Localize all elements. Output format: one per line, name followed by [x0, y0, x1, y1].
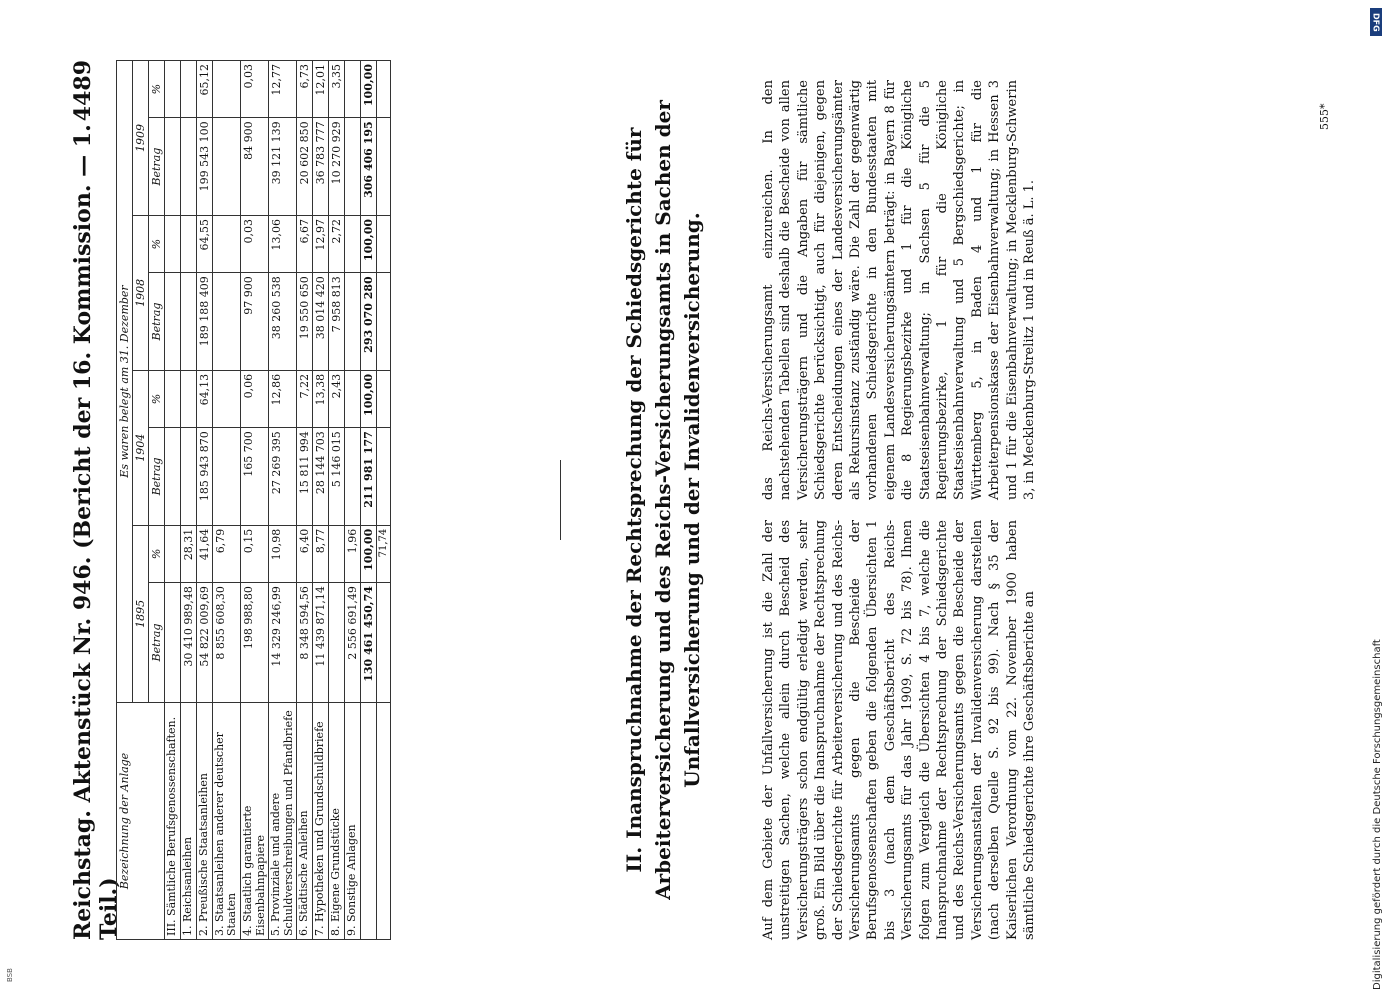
total-percent: 100,00 [361, 215, 377, 272]
table-body [165, 61, 391, 940]
cell-betrag [345, 428, 361, 526]
row-label [269, 703, 297, 940]
table-row [212, 61, 240, 940]
total-percent: 100,00 [361, 61, 377, 118]
cell-percent: 6,73 [297, 61, 313, 118]
row-label [297, 703, 313, 940]
total-label [361, 703, 377, 940]
total-percent: 100,00 [361, 370, 377, 427]
cell-betrag: 11 439 871,14 [313, 583, 329, 703]
row-label [212, 703, 240, 940]
sub-pct: % [149, 370, 165, 427]
body-column-2: das Reichs-Versicherungsamt einzureichen. In den nachstehenden Tabellen sind deshalb die Bescheide von allen Versicherungsträgern und die Angaben für sämtliche Schiedsgerichte berücksichtigt, auch für diejenigen, gegen deren Entscheidungen eines der Landesversicherungsämter als Rekursinstanz zuständig wäre. Die Zahl der gegenwärtig vorhandenen Schiedsgerichte in den Bundesstaaten mit eigenem Landesversicherungsämtern beträgt: in Bayern 8 für die 8 Regierungsbezirke und 1 für die Königliche Staatseisenbahnverwaltung; in Sachsen 5 für die 5 Regierungsbezirke, 1 für die Königliche Staatseisenbahnverwaltung und 5 Bergschiedsgerichte; in Württemberg 5, in Baden 4 und 1 für die Arbeiterpensionskasse der Eisenbahnverwaltung; in Hessen 3 und 1 für die Eisenbahnverwaltung; in Mecklenburg-Schwerin 3, in Mecklenburg-Strelitz 1 und in Reuß ä. L. 1. [761, 80, 1038, 500]
cell-betrag: 2 556 691,49 [345, 583, 361, 703]
sub-betrag: Betrag [149, 118, 165, 216]
dfg-logo-icon: DFG [1370, 8, 1382, 36]
table-row [313, 61, 329, 940]
cell-percent: 13,06 [269, 215, 297, 272]
cell-betrag: 199 543 100 [196, 118, 212, 216]
row-label-text: Staatsanleihen anderer deutscher Staaten [212, 732, 239, 936]
divider [560, 460, 561, 540]
table-row [345, 61, 361, 940]
cell-betrag: 38 260 538 [269, 273, 297, 371]
cell-betrag: 7 958 813 [329, 273, 345, 371]
sub-pct: % [149, 61, 165, 118]
cell-percent: 8,77 [313, 525, 329, 582]
cell-betrag: 36 783 777 [313, 118, 329, 216]
rotated-document-page [60, 60, 1360, 940]
cell-betrag [212, 273, 240, 371]
sub-betrag: Betrag [149, 428, 165, 526]
cell-betrag: 5 146 015 [329, 428, 345, 526]
cell-percent: 3,35 [329, 61, 345, 118]
cell-percent: 0,06 [240, 370, 268, 427]
cell-percent: 12,77 [269, 61, 297, 118]
cell-betrag [345, 118, 361, 216]
page-mark: 555* [1318, 103, 1331, 130]
section-number: II. [622, 846, 646, 873]
cell-betrag: 20 602 850 [297, 118, 313, 216]
row-label-text: Eigene Grundstücke [329, 808, 343, 922]
cell-percent [180, 370, 196, 427]
table-row [180, 61, 196, 940]
cell-percent [329, 525, 345, 582]
col-header-anlage: Bezeichnung der Anlage [117, 703, 165, 940]
cell-betrag [180, 428, 196, 526]
cell-betrag [212, 118, 240, 216]
row-number: 6. [297, 925, 311, 936]
year-header: 1908 [133, 215, 149, 370]
cell-percent: 0,03 [240, 61, 268, 118]
total-betrag: 306 406 195 [361, 118, 377, 216]
row-number: 5. [269, 925, 283, 936]
cell-percent: 65,12 [196, 61, 212, 118]
table-row [297, 61, 313, 940]
cell-percent: 12,97 [313, 215, 329, 272]
cell-percent: 41,64 [196, 525, 212, 582]
cell-percent: 6,40 [297, 525, 313, 582]
cell-betrag: 15 811 994 [297, 428, 313, 526]
row-label [196, 703, 212, 940]
cell-betrag: 198 988,80 [240, 583, 268, 703]
cell-betrag: 97 900 [240, 273, 268, 371]
row-number: 2. [196, 925, 210, 936]
row-label-text: Provinziale und andere Schuldverschreibungen und Pfandbriefe [269, 710, 295, 936]
cell-betrag [180, 273, 196, 371]
cell-betrag: 30 410 989,48 [180, 583, 196, 703]
cell-percent: 28,31 [180, 525, 196, 582]
row-number: 4. [240, 925, 254, 936]
total-betrag: 211 981 177 [361, 428, 377, 526]
sub-betrag: Betrag [149, 273, 165, 371]
sub-pct: % [149, 525, 165, 582]
investment-table-wrapper [116, 60, 406, 940]
sub-pct: % [149, 215, 165, 272]
investment-table [116, 60, 391, 940]
row-number: 9. [345, 925, 359, 936]
cell-betrag: 38 014 420 [313, 273, 329, 371]
body-column-1: Auf dem Gebiete der Unfallversicherung ist die Zahl der unstreitigen Sachen, welche allein durch Bescheid des Versicherungsträgers schon endgültig erledigt werden, sehr groß. Ein Bild über die Inanspruchnahme der Rechtsprechung der Schiedsgerichte für Arbeiterversicherung und des Reichs-Versicherungsamts gegen die Bescheide der Berufsgenossenschaften geben die folgenden Übersichten 1 bis 3 (nach dem Geschäftsbericht des Reichs-Versicherungsamts für das Jahr 1909, S. 72 bis 78). Ihnen folgen zum Vergleich die Übersichten 4 bis 7, welche die Inanspruchnahme der Rechtsprechung der Schiedsgerichte und des Reichs-Versicherungsamts gegen die Bescheide der Versicherungsanstalten der Invalidenversicherung darstellen (nach derselben Quelle S. 92 bis 99). Nach § 35 der Kaiserlichen Verordnung vom 22. November 1900 haben sämtliche Schiedsgerichte ihre Geschäftsberichte an [761, 520, 1038, 940]
cell-betrag [180, 118, 196, 216]
cell-betrag [329, 583, 345, 703]
bracket-row [377, 61, 391, 940]
table-row [196, 61, 212, 940]
cell-percent: 13,38 [313, 370, 329, 427]
table-row [329, 61, 345, 940]
row-label-text: Preußische Staatsanleihen [196, 772, 210, 922]
cell-percent: 12,86 [269, 370, 297, 427]
cell-betrag: 54 822 009,69 [196, 583, 212, 703]
row-label [240, 703, 268, 940]
cell-percent [180, 61, 196, 118]
cell-percent: 7,22 [297, 370, 313, 427]
page-header [60, 60, 122, 940]
header-title: Reichstag. Aktenstück Nr. 946. (Bericht der 16. Kommission. — 1. Teil.) [70, 124, 122, 940]
row-number: 7. [313, 925, 327, 936]
cell-betrag: 10 270 929 [329, 118, 345, 216]
cell-betrag: 165 700 [240, 428, 268, 526]
cell-percent [345, 61, 361, 118]
cell-percent: 12,01 [313, 61, 329, 118]
section-heading [620, 60, 707, 940]
superheader: Es waren belegt am 31. Dezember [117, 61, 133, 703]
year-header: 1909 [133, 61, 149, 216]
dfg-credit: Digitalisierung gefördert durch die Deutsche Forschungsgemeinschaft [1372, 639, 1383, 990]
cell-betrag: 28 144 703 [313, 428, 329, 526]
cell-betrag: 84 900 [240, 118, 268, 216]
total-percent: 100,00 [361, 525, 377, 582]
cell-betrag: 8 348 594,56 [297, 583, 313, 703]
cell-percent: 64,55 [196, 215, 212, 272]
cell-betrag: 185 943 870 [196, 428, 212, 526]
cell-percent: 0,15 [240, 525, 268, 582]
library-mark: BSB [6, 968, 14, 982]
section-label: III. Sämtliche Berufsgenossenschaften. [165, 703, 181, 940]
page-number: 4489 [70, 60, 96, 122]
cell-betrag: 189 188 409 [196, 273, 212, 371]
cell-betrag: 8 855 608,30 [212, 583, 240, 703]
section-title-text: Inanspruchnahme der Rechtsprechung der Schiedsgerichte für Arbeiterversicherung und des Reichs-Versicherungsamts in Sachen der Unfallversicherung und der Invalidenversicherung. [622, 100, 704, 900]
row-label-text: Reichsanleihen [180, 836, 194, 922]
row-number: 1. [180, 925, 194, 936]
cell-percent [180, 215, 196, 272]
cell-betrag: 14 329 246,99 [269, 583, 297, 703]
cell-percent: 2,43 [329, 370, 345, 427]
year-header: 1895 [133, 525, 149, 702]
sub-betrag: Betrag [149, 583, 165, 703]
cell-percent [212, 215, 240, 272]
row-number: 3. [212, 925, 226, 936]
cell-betrag [212, 428, 240, 526]
row-label-text: Städtische Anleihen [297, 810, 311, 922]
year-header: 1904 [133, 370, 149, 525]
total-betrag: 130 461 450,74 [361, 583, 377, 703]
row-label [313, 703, 329, 940]
row-number: 8. [329, 925, 343, 936]
total-betrag: 293 070 280 [361, 273, 377, 371]
cell-percent [212, 370, 240, 427]
row-label-text: Staatlich garantierte Eisenbahnpapiere [240, 805, 267, 936]
cell-betrag: 27 269 395 [269, 428, 297, 526]
cell-percent: 10,98 [269, 525, 297, 582]
bracket-percent-1895: 71,74 [377, 525, 391, 582]
row-label [329, 703, 345, 940]
row-label-text: Hypotheken und Grundschuldbriefe [313, 721, 327, 922]
cell-betrag: 19 550 650 [297, 273, 313, 371]
row-label [180, 703, 196, 940]
table-row [240, 61, 268, 940]
cell-percent [345, 370, 361, 427]
cell-betrag [345, 273, 361, 371]
cell-percent: 1,96 [345, 525, 361, 582]
cell-betrag: 39 121 139 [269, 118, 297, 216]
cell-percent: 64,13 [196, 370, 212, 427]
cell-percent: 6,79 [212, 525, 240, 582]
row-label-text: Sonstige Anlagen [345, 824, 359, 922]
cell-percent [345, 215, 361, 272]
table-row [269, 61, 297, 940]
cell-percent: 6,67 [297, 215, 313, 272]
total-row [361, 61, 377, 940]
cell-percent: 2,72 [329, 215, 345, 272]
row-label [345, 703, 361, 940]
cell-percent: 0,03 [240, 215, 268, 272]
cell-percent [212, 61, 240, 118]
